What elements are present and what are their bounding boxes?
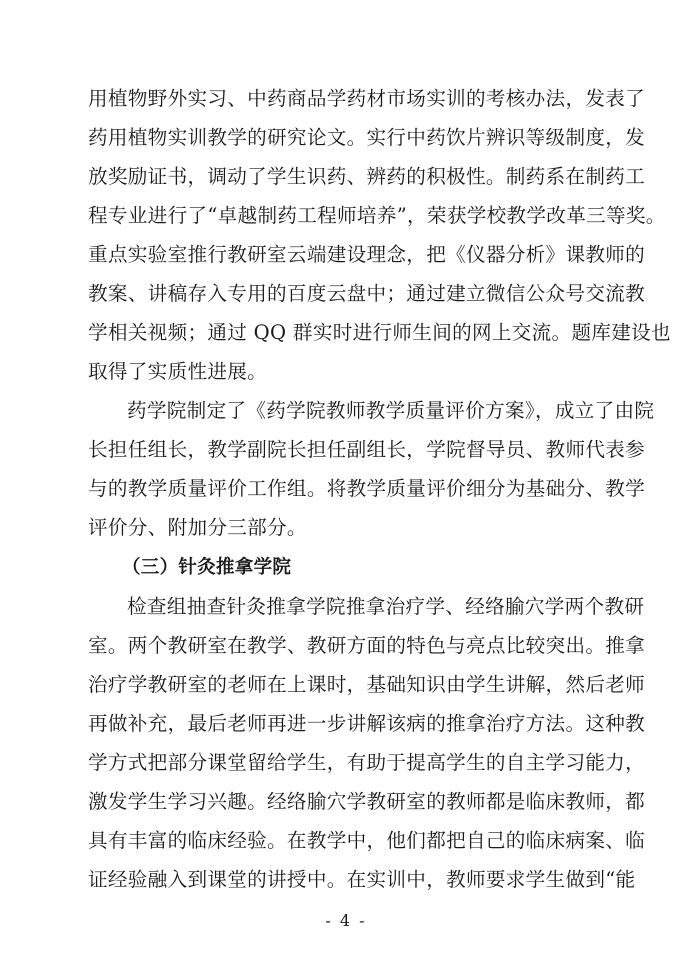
text-line: 室。两个教研室在教学、教研方面的特色与亮点比较突出。推拿 bbox=[88, 634, 646, 657]
text-line: 教案、讲稿存入专用的百度云盘中；通过建立微信公众号交流教 bbox=[88, 282, 646, 305]
text-line: 学方式把部分课堂留给学生，有助于提高学生的自主学习能力， bbox=[88, 751, 646, 774]
text-line: 程专业进行了“卓越制药工程师培养”，荣获学校教学改革三等奖。 bbox=[88, 204, 666, 227]
text-line: 与的教学质量评价工作组。将教学质量评价细分为基础分、教学 bbox=[88, 477, 646, 500]
paragraph-first-line: 检查组抽查针灸推拿学院推拿治疗学、经络腧穴学两个教研 bbox=[127, 595, 645, 618]
text-line: 激发学生学习兴趣。经络腧穴学教研室的教师都是临床教师，都 bbox=[88, 790, 646, 813]
text-line: 取得了实质性进展。 bbox=[88, 360, 268, 383]
text-line: 学相关视频；通过 QQ 群实时进行师生间的网上交流。题库建设也 bbox=[88, 321, 671, 344]
text-line: 治疗学教研室的老师在上课时，基础知识由学生讲解，然后老师 bbox=[88, 673, 646, 696]
paragraph-first-line: 药学院制定了《药学院教师教学质量评价方案》，成立了由院 bbox=[127, 399, 655, 422]
text-line: 用植物野外实习、中药商品学药材市场实训的考核办法，发表了 bbox=[88, 87, 646, 110]
text-line: 再做补充，最后老师再进一步讲解该病的推拿治疗方法。这种教 bbox=[88, 712, 646, 735]
text-line: 长担任组长，教学副院长担任副组长，学院督导员、教师代表参 bbox=[88, 438, 646, 461]
text-line: 证经验融入到课堂的讲授中。在实训中，教师要求学生做到“能 bbox=[88, 868, 636, 891]
text-line: 药用植物实训教学的研究论文。实行中药饮片辨识等级制度，发 bbox=[88, 126, 646, 149]
page-number: - 4 - bbox=[325, 911, 367, 930]
section-heading: （三）针灸推拿学院 bbox=[122, 557, 292, 578]
text-line: 评价分、附加分三部分。 bbox=[88, 516, 307, 539]
text-line: 重点实验室推行教研室云端建设理念，把《仪器分析》课教师的 bbox=[88, 243, 646, 266]
text-line: 具有丰富的临床经验。在教学中，他们都把自己的临床病案、临 bbox=[88, 829, 646, 852]
text-line: 放奖励证书，调动了学生识药、辨药的积极性。制药系在制药工 bbox=[88, 165, 646, 188]
